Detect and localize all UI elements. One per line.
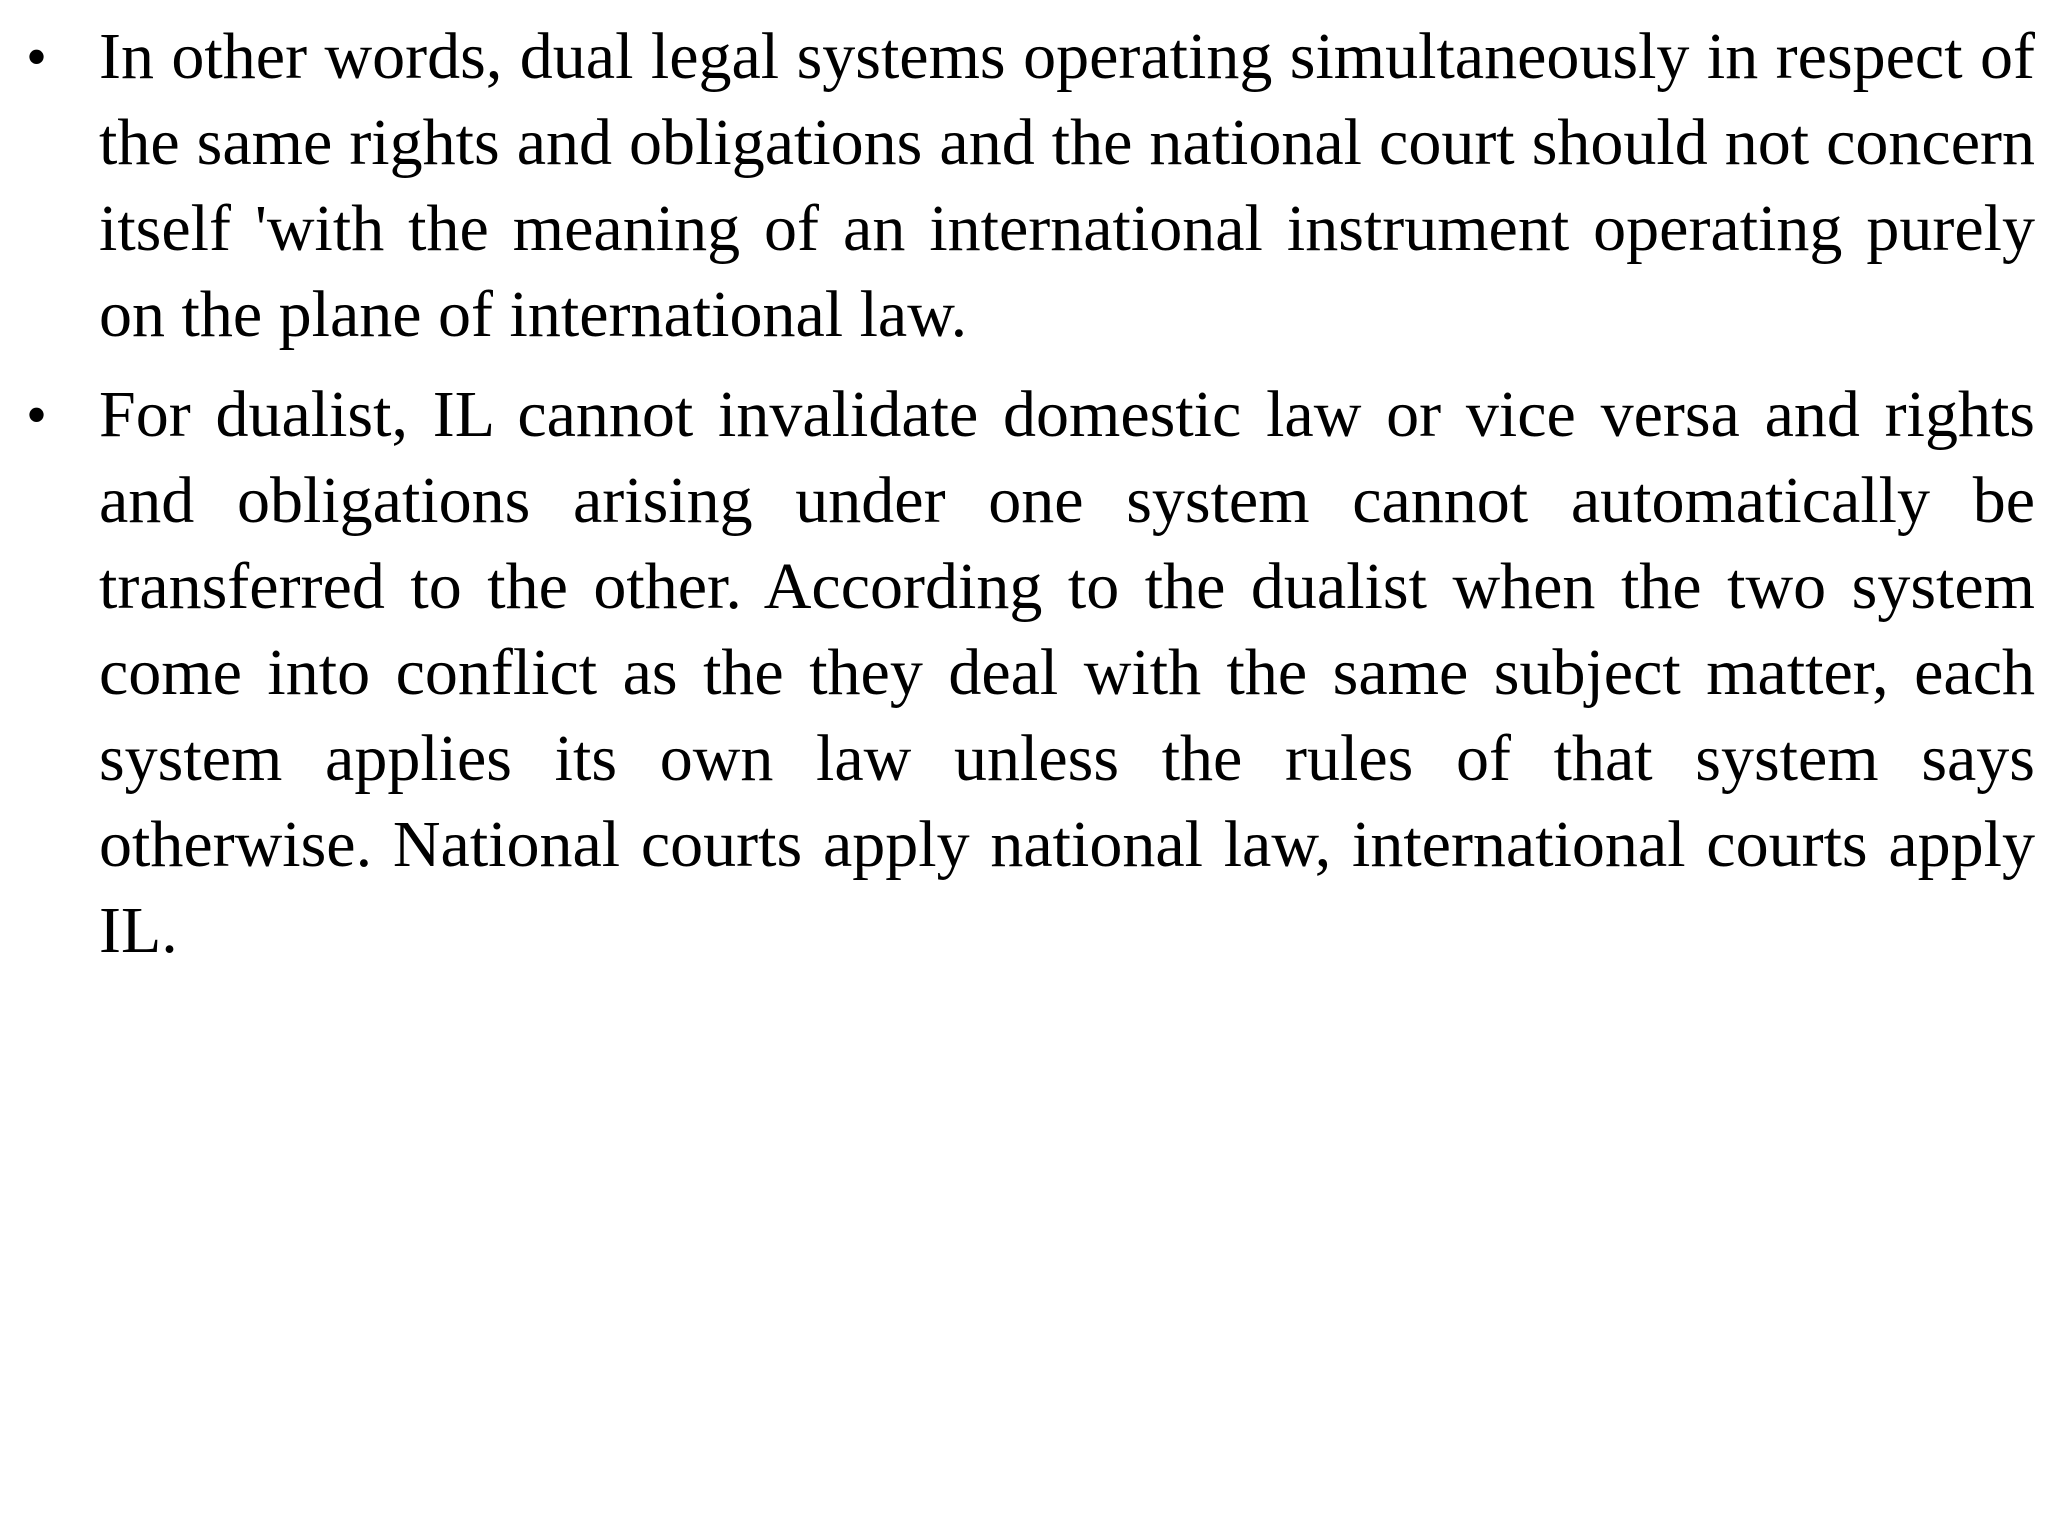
bullet-item-1 [0,14,2048,358]
bullet-item-2 [0,372,2048,974]
bullet-list [0,14,2048,988]
bullet-text-2: For dualist, IL cannot invalidate domestic law or vice versa and rights and obligations arising under one system cannot automatically be transferred to the other. According to the dualist when the two system come into conflict as the they deal with the same subject matter, each system applies its own law unless the rules of that system says otherwise. National courts apply national law, international courts apply IL. [99,378,2035,967]
bullet-point-icon: • [26,24,48,90]
bullet-point-icon: • [26,382,48,448]
bullet-text-1: In other words, dual legal systems operating simultaneously in respect of the same rights and obligations and the national court should not concern itself 'with the meaning of an international instrument operating purely on the plane of international law. [99,20,2035,351]
